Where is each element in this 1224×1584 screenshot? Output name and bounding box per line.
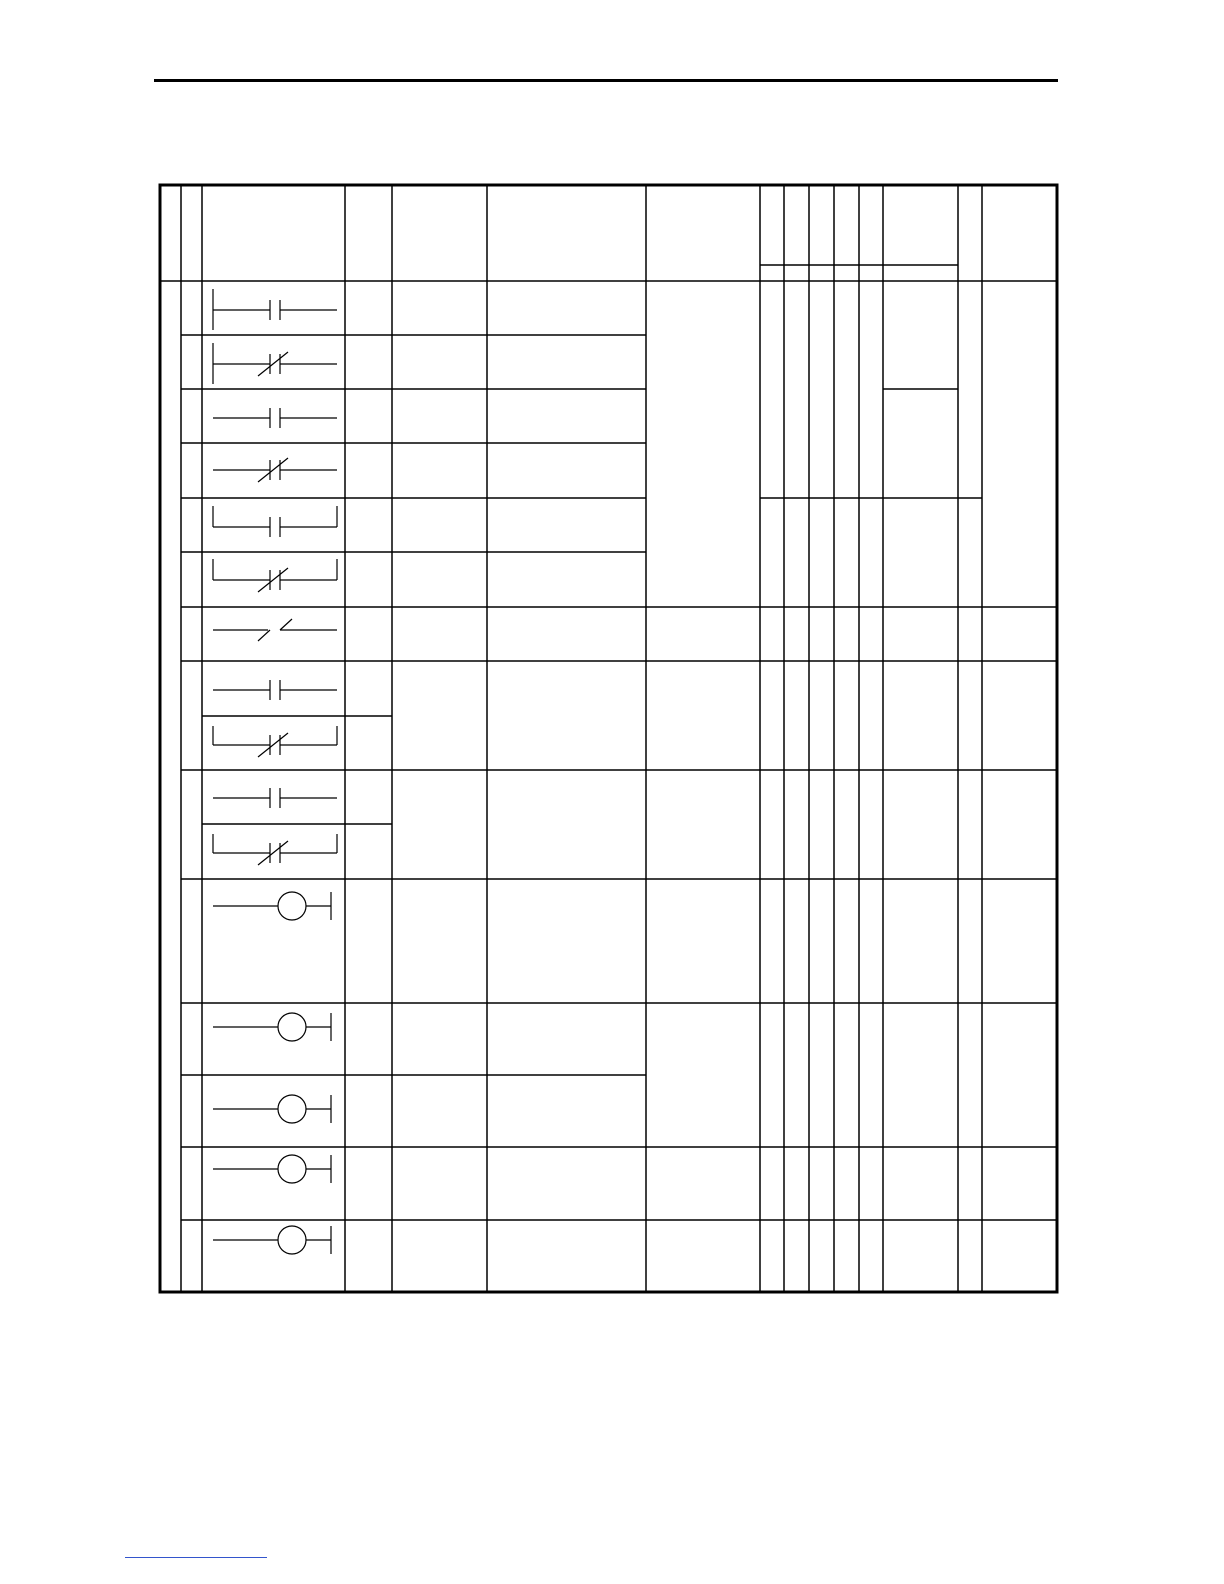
contact-nc-symbol bbox=[213, 458, 337, 482]
coil-symbol bbox=[213, 1013, 331, 1041]
coil-symbol bbox=[213, 892, 331, 920]
footer-link[interactable] bbox=[125, 1557, 267, 1558]
row-lines bbox=[181, 335, 1057, 1220]
contact-nc-bracket-symbol bbox=[213, 834, 337, 865]
coil-symbol bbox=[213, 1155, 331, 1183]
contact-inverter-symbol bbox=[213, 619, 337, 641]
coil-symbol bbox=[213, 1095, 331, 1123]
coil-symbol bbox=[213, 1226, 331, 1254]
contact-no-symbol bbox=[213, 788, 337, 808]
contact-no-bracket-symbol bbox=[213, 506, 337, 537]
contact-nc-bracket-symbol bbox=[213, 726, 337, 757]
column-lines bbox=[181, 185, 982, 1292]
table-frame bbox=[160, 185, 1057, 1292]
contact-nc-bracket-symbol bbox=[213, 559, 337, 592]
contact-no-symbol bbox=[213, 680, 337, 700]
contact-no-left-rail-symbol bbox=[213, 289, 337, 330]
contact-nc-left-rail-symbol bbox=[213, 343, 337, 384]
contact-no-symbol bbox=[213, 408, 337, 428]
